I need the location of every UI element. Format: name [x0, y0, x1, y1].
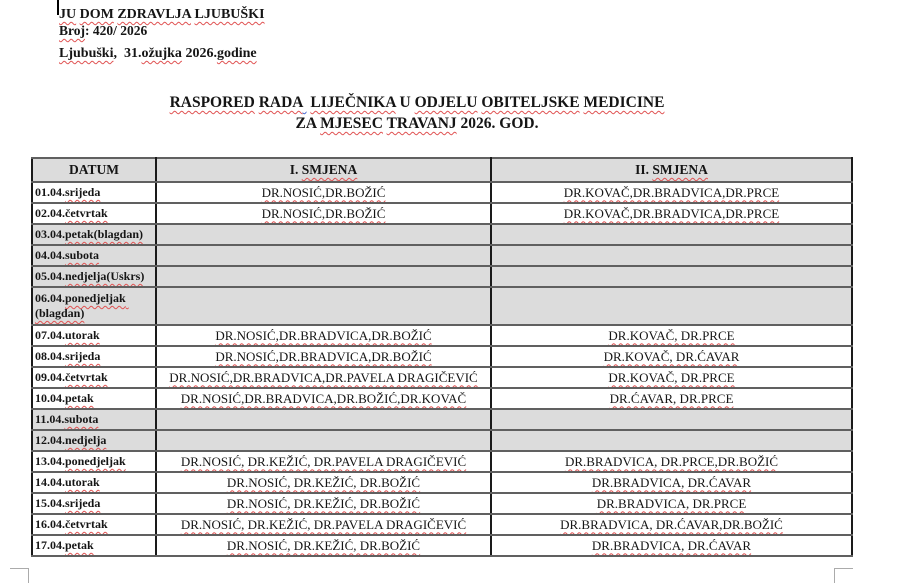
- datum-cell[interactable]: [32, 203, 156, 224]
- date-number: 12.04.: [35, 433, 65, 447]
- squiggle-text: TRAVANJ: [386, 115, 457, 132]
- date-number: 04.04.: [35, 248, 65, 262]
- doctor-names: DR.NOSIĆ, DR.KEŽIĆ, DR.PAVELA DRAGIČEVIĆ: [180, 516, 467, 532]
- day-name: četvrtak: [65, 517, 108, 531]
- day-name: četvrtak: [65, 206, 108, 220]
- shift1-cell[interactable]: [156, 388, 491, 409]
- doctor-names: DR.NOSIĆ, DR.KEŽIĆ, DR.BOŽIĆ: [226, 537, 421, 553]
- schedule-table-body: [32, 182, 852, 556]
- plain-text: 2026.: [181, 46, 217, 61]
- table-row: [32, 203, 852, 224]
- doctor-names: DR.NOSIĆ,DR.BRADVICA,DR.BOŽIĆ,DR.KOVAČ: [180, 390, 467, 406]
- document-title-line2[interactable]: [0, 113, 834, 134]
- day-name: petak: [65, 538, 94, 552]
- doctor-names: DR.BRADVICA, DR.ĆAVAR: [591, 537, 752, 553]
- document-title: [0, 92, 834, 134]
- table-row: [32, 325, 852, 346]
- table-row: [32, 266, 852, 287]
- table-row: [32, 535, 852, 556]
- shift2-cell[interactable]: [491, 409, 852, 430]
- doctor-names: DR.NOSIĆ, DR.KEŽIĆ, DR.PAVELA DRAGIČEVIĆ: [180, 453, 467, 469]
- date-number: 17.04.: [35, 538, 65, 552]
- date-number: 02.04.: [35, 206, 65, 220]
- shift2-cell[interactable]: [491, 182, 852, 203]
- datum-cell[interactable]: [32, 430, 156, 451]
- shift2-cell[interactable]: [491, 514, 852, 535]
- document-number[interactable]: [59, 23, 147, 39]
- squiggle-text: Ljubuški: [59, 46, 114, 61]
- datum-cell[interactable]: [32, 388, 156, 409]
- date-number: 15.04.: [35, 496, 65, 510]
- date-number: 06.04.: [35, 291, 65, 305]
- shift2-cell[interactable]: [491, 493, 852, 514]
- squiggle-text: LJUBUŠKI: [194, 7, 265, 22]
- doctor-names: DR.NOSIĆ,DR.BRADVICA,DR.PAVELA DRAGIČEVIĆ: [169, 369, 478, 385]
- table-row: [32, 472, 852, 493]
- shift2-cell[interactable]: [491, 367, 852, 388]
- date-number: 10.04.: [35, 391, 65, 405]
- day-name: subota: [65, 248, 100, 262]
- date-number: 03.04.: [35, 227, 65, 241]
- doctor-names: DR.NOSIĆ,DR.BOŽIĆ: [261, 205, 386, 221]
- day-name: srijeda: [65, 185, 101, 199]
- squiggle-text: ožujka: [141, 46, 182, 61]
- squiggle-text: DOM: [79, 7, 114, 22]
- schedule-table: [31, 157, 853, 557]
- date-number: 11.04.: [35, 412, 65, 426]
- datum-cell[interactable]: [32, 245, 156, 266]
- datum-cell[interactable]: [32, 451, 156, 472]
- table-row: [32, 367, 852, 388]
- shift1-cell[interactable]: [156, 287, 491, 325]
- shift1-cell[interactable]: [156, 224, 491, 245]
- shift2-cell[interactable]: [491, 451, 852, 472]
- doctor-names: DR.KOVAČ,DR.BRADVICA,DR.PRCE: [563, 205, 780, 221]
- datum-cell[interactable]: [32, 514, 156, 535]
- squiggle-text: OBITELJSKE: [481, 94, 580, 111]
- shift2-cell[interactable]: [491, 388, 852, 409]
- plain-text: ZA: [295, 115, 321, 132]
- date-number: 13.04.: [35, 454, 65, 468]
- plain-text: I.: [289, 162, 302, 177]
- squiggle-text: RASPORED: [169, 94, 255, 111]
- doctor-names: DR.BRADVICA, DR.PRCE: [596, 495, 747, 511]
- org-name[interactable]: [59, 7, 265, 23]
- shift1-cell[interactable]: [156, 325, 491, 346]
- table-row: [32, 430, 852, 451]
- squiggle-text: Broj: [59, 23, 85, 38]
- day-name: petak(blagdan): [65, 227, 144, 241]
- day-name: ponedjeljak (blagdan): [35, 291, 129, 320]
- datum-cell[interactable]: [32, 325, 156, 346]
- datum-cell[interactable]: [32, 287, 156, 325]
- datum-cell[interactable]: [32, 266, 156, 287]
- doctor-names: DR.KOVAČ, DR.PRCE: [608, 369, 735, 385]
- day-name: utorak: [65, 328, 100, 342]
- squiggle-text: MEDICINE: [583, 94, 665, 111]
- plain-text: 2026. GOD.: [456, 115, 539, 132]
- plain-text: DATUM: [69, 162, 119, 177]
- datum-cell[interactable]: [32, 493, 156, 514]
- shift2-cell[interactable]: [491, 535, 852, 556]
- shift2-cell[interactable]: [491, 266, 852, 287]
- date-number: 07.04.: [35, 328, 65, 342]
- plain-text: U: [395, 94, 415, 111]
- shift1-cell[interactable]: [156, 203, 491, 224]
- datum-cell[interactable]: [32, 472, 156, 493]
- column-header-shift1[interactable]: [156, 158, 491, 182]
- squiggle-text: MJESEC: [320, 115, 383, 132]
- shift2-cell[interactable]: [491, 245, 852, 266]
- shift1-cell[interactable]: [156, 451, 491, 472]
- datum-cell[interactable]: [32, 409, 156, 430]
- shift1-cell[interactable]: [156, 514, 491, 535]
- shift1-cell[interactable]: [156, 266, 491, 287]
- day-name: ponedjeljak: [65, 454, 126, 468]
- datum-cell[interactable]: [32, 367, 156, 388]
- table-row: [32, 224, 852, 245]
- day-name: četvrtak: [65, 370, 108, 384]
- plain-text: : 420/ 2026: [85, 23, 148, 38]
- squiggle-text: LIJEČNIKA: [310, 94, 396, 111]
- squiggle-text: ODJELU: [414, 94, 478, 111]
- table-row: [32, 451, 852, 472]
- date-number: 05.04.: [35, 269, 65, 283]
- table-row: [32, 409, 852, 430]
- day-name: nedjelja: [65, 433, 107, 447]
- shift2-cell[interactable]: [491, 325, 852, 346]
- squiggle-text: godine: [216, 46, 257, 61]
- shift1-cell[interactable]: [156, 409, 491, 430]
- table-row: [32, 287, 852, 325]
- squiggle-text: SMJENA: [652, 162, 708, 177]
- doctor-names: DR.NOSIĆ, DR.KEŽIĆ, DR.BOŽIĆ: [226, 495, 421, 511]
- column-header-shift2[interactable]: [491, 158, 852, 182]
- table-header-row: [32, 158, 852, 182]
- shift2-cell[interactable]: [491, 203, 852, 224]
- shift2-cell[interactable]: [491, 287, 852, 325]
- squiggle-text: ZDRAVLJA: [117, 7, 191, 22]
- shift1-cell[interactable]: [156, 245, 491, 266]
- doctor-names: DR.NOSIĆ, DR.KEŽIĆ, DR.BOŽIĆ: [226, 474, 421, 490]
- day-name: srijeda: [65, 349, 101, 363]
- datum-cell[interactable]: [32, 224, 156, 245]
- doctor-names: DR.NOSIĆ,DR.BOŽIĆ: [261, 184, 386, 200]
- table-row: [32, 346, 852, 367]
- shift1-cell[interactable]: [156, 346, 491, 367]
- date-number: 08.04.: [35, 349, 65, 363]
- place-date[interactable]: [59, 46, 257, 62]
- table-row: [32, 493, 852, 514]
- doctor-names: DR.KOVAČ, DR.PRCE: [608, 327, 735, 343]
- day-name: nedjelja(Uskrs): [65, 269, 145, 283]
- datum-cell[interactable]: [32, 182, 156, 203]
- squiggle-text: JU: [59, 7, 77, 22]
- date-number: 16.04.: [35, 517, 65, 531]
- doctor-names: DR.NOSIĆ,DR.BRADVICA,DR.BOŽIĆ: [215, 327, 432, 343]
- table-row: [32, 182, 852, 203]
- day-name: subota: [64, 412, 99, 426]
- table-row: [32, 514, 852, 535]
- day-name: petak: [65, 391, 94, 405]
- shift2-cell[interactable]: [491, 430, 852, 451]
- squiggle-text: RADA: [258, 94, 303, 111]
- shift1-cell[interactable]: [156, 367, 491, 388]
- table-row: [32, 388, 852, 409]
- shift1-cell[interactable]: [156, 493, 491, 514]
- date-number: 01.04.: [35, 185, 65, 199]
- page-margin-corner-right: [834, 568, 853, 583]
- datum-cell[interactable]: [32, 535, 156, 556]
- doctor-names: DR.KOVAČ, DR.ĆAVAR: [603, 348, 740, 364]
- doctor-names: DR.NOSIĆ,DR.BRADVICA,DR.BOŽIĆ: [215, 348, 432, 364]
- date-number: 09.04.: [35, 370, 65, 384]
- squiggle-text: SMJENA: [301, 162, 358, 177]
- shift2-cell[interactable]: [491, 224, 852, 245]
- shift1-cell[interactable]: [156, 430, 491, 451]
- doctor-names: DR.KOVAČ,DR.BRADVICA,DR.PRCE: [563, 184, 780, 200]
- document-title-line1[interactable]: [0, 92, 834, 113]
- shift2-cell[interactable]: [491, 346, 852, 367]
- page-margin-corner-left: [10, 568, 29, 583]
- shift1-cell[interactable]: [156, 472, 491, 493]
- table-row: [32, 245, 852, 266]
- plain-text: , 31.: [113, 46, 142, 61]
- column-header-datum[interactable]: [32, 158, 156, 182]
- doctor-names: DR.BRADVICA, DR.ĆAVAR: [591, 474, 752, 490]
- plain-text: II.: [635, 162, 653, 177]
- day-name: utorak: [65, 475, 100, 489]
- day-name: srijeda: [65, 496, 101, 510]
- datum-cell[interactable]: [32, 346, 156, 367]
- shift2-cell[interactable]: [491, 472, 852, 493]
- shift1-cell[interactable]: [156, 182, 491, 203]
- doctor-names: DR.ĆAVAR, DR.PRCE: [609, 390, 734, 406]
- doctor-names: DR.BRADVICA, DR.ĆAVAR,DR.BOŽIĆ: [560, 516, 783, 532]
- doctor-names: DR.BRADVICA, DR.PRCE,DR.BOŽIĆ: [564, 453, 779, 469]
- date-number: 14.04.: [35, 475, 65, 489]
- shift1-cell[interactable]: [156, 535, 491, 556]
